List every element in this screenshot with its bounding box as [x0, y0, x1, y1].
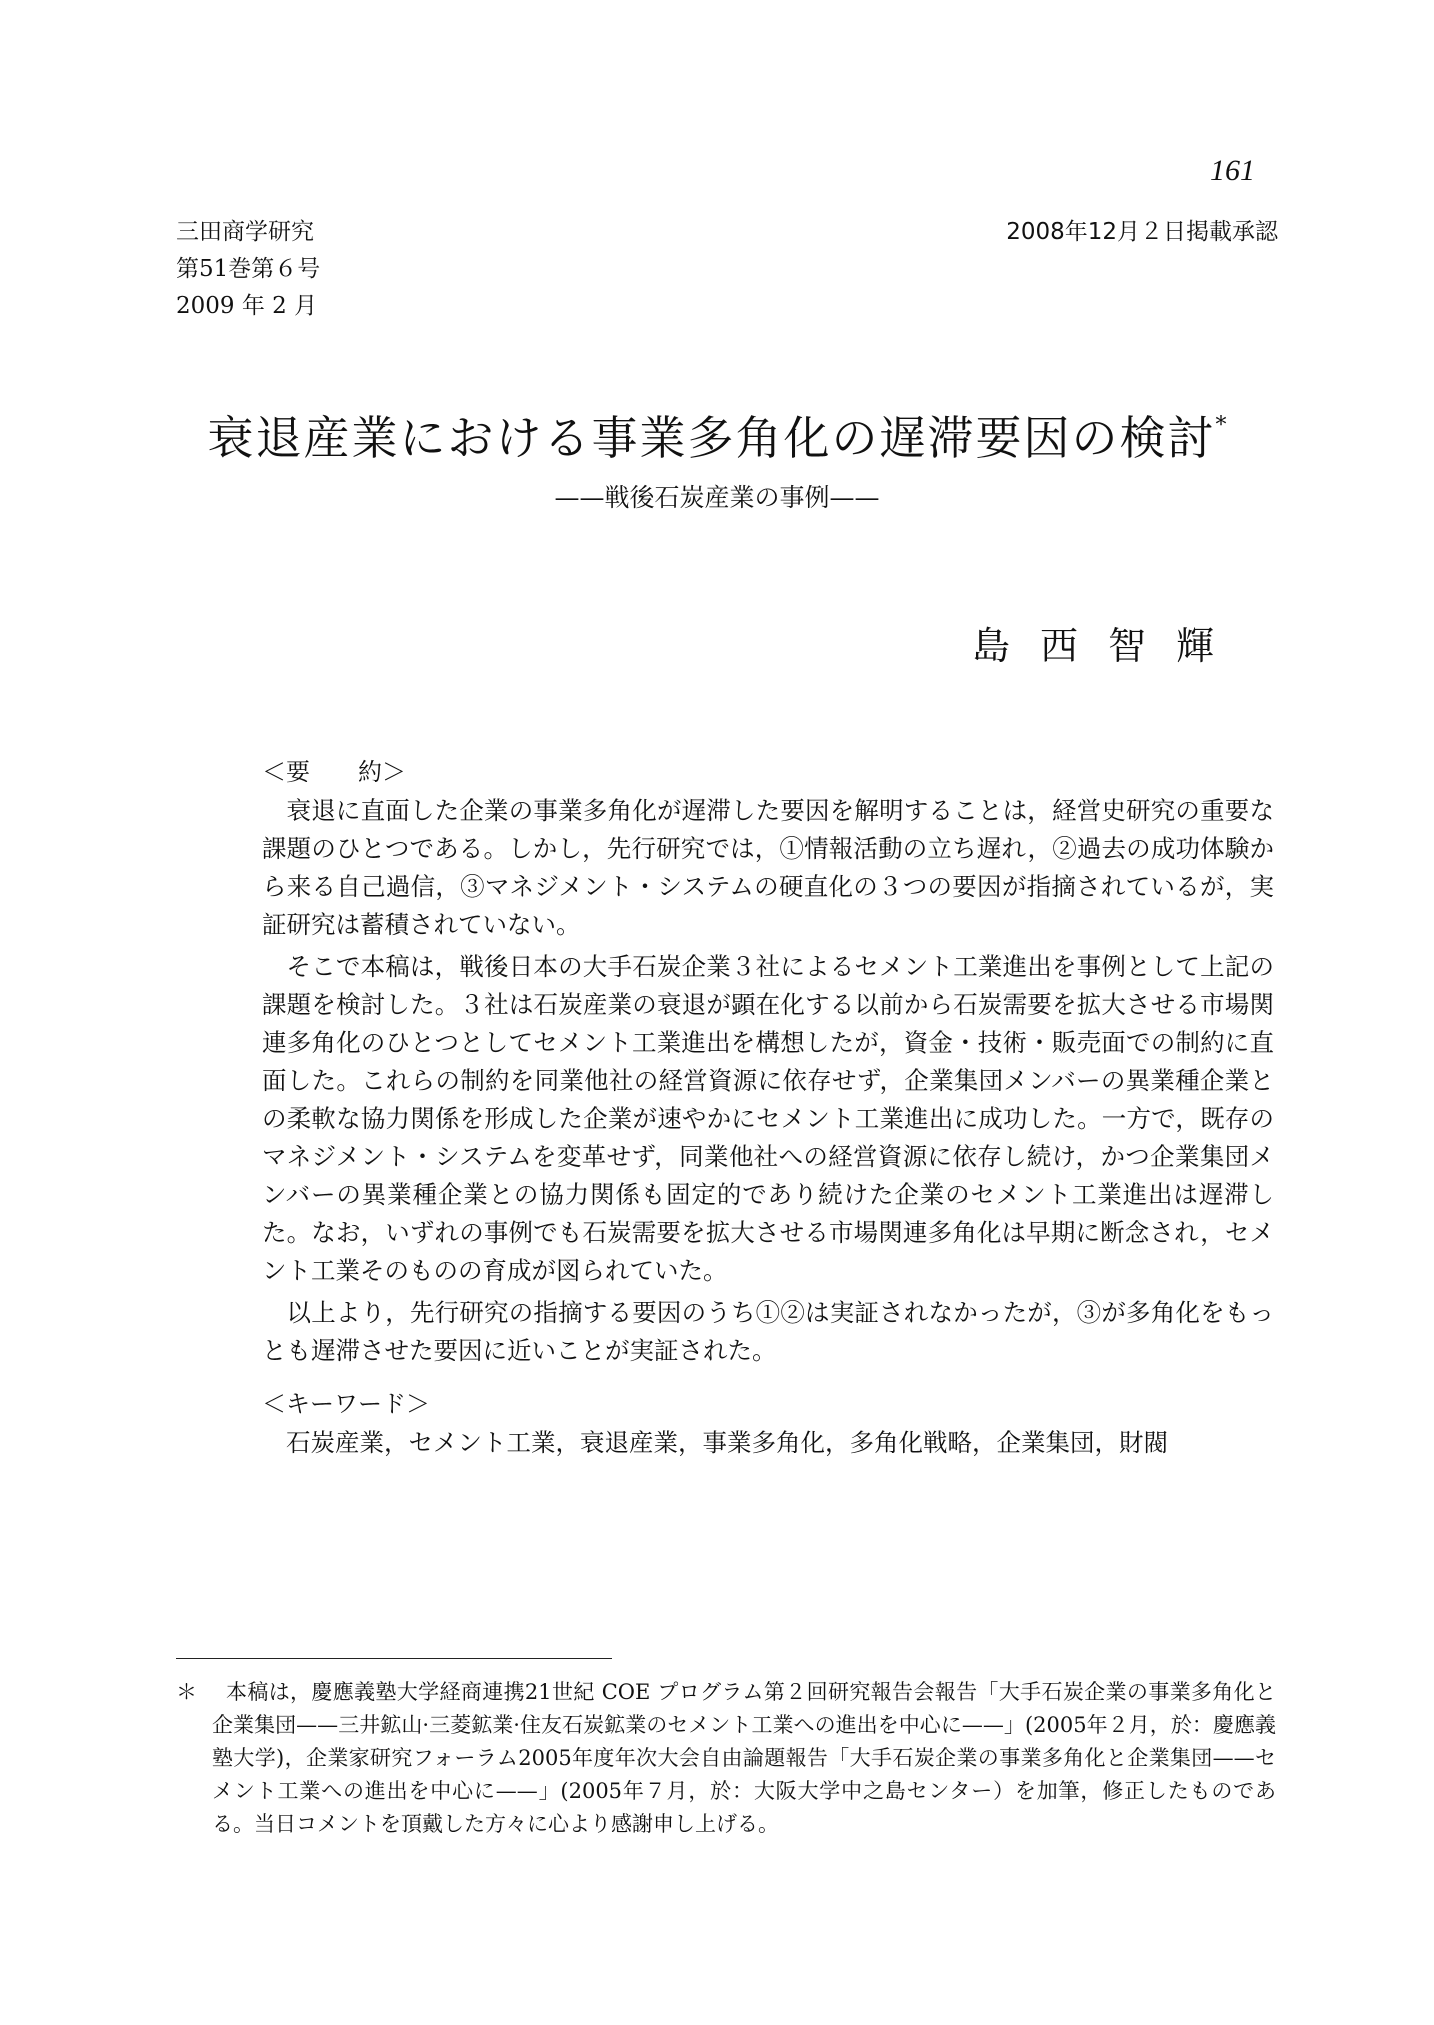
journal-date: 2009 年 2 月 — [176, 293, 318, 319]
abstract-body — [262, 792, 1274, 1374]
abstract-paragraph: そこで本稿は，戦後日本の大手石炭企業３社によるセメント工業進出を事例として上記の課題を検討した。３社は石炭産業の衰退が顕在化する以前から石炭需要を拡大させる市場関連多角化のひとつとしてセメント工業進出を構想したが，資金・技術・販売面での制約に直面した。これらの制約を同業他社の経営資源に依存せず，企業集団メンバーの異業種企業との柔軟な協力関係を形成した企業が速やかにセメント工業進出に成功した。一方で，既存のマネジメント・システムを変革せず，同業他社への経営資源に依存し続け，かつ企業集団メンバーの異業種企業との協力関係も固定的であり続けた企業のセメント工業進出は遅滞した。なお，いずれの事例でも石炭需要を拡大させる市場関連多角化は早期に断念され，セメント工業そのものの育成が図られていた。 — [262, 952, 1274, 1285]
footnote-mark: ＊ — [176, 1680, 197, 1704]
keywords-list: 石炭産業，セメント工業，衰退産業，事業多角化，多角化戦略，企業集団，財閥 — [286, 1428, 1168, 1457]
footnote-text: 本稿は，慶應義塾大学経商連携21世紀 COE プログラム第２回研究報告会報告「大手石炭企業の事業多角化と企業集団——三井鉱山·三菱鉱業·住友石炭鉱業のセメント工業への進出を中心に——」(2005年２月，於：慶應義塾大学)，企業家研究フォーラム2005年度年次大会自由論題報告「大手石炭企業の事業多角化と企業集団——セメント工業への進出を中心に——」(2005年７月，於：大阪大学中之島センター）を加筆，修正したものである。当日コメントを頂戴した方々に心より感謝申し上げる。 — [212, 1680, 1276, 1836]
paper-title-block — [0, 402, 1434, 468]
abstract-heading: ＜要 約＞ — [262, 758, 406, 786]
footnote-divider — [176, 1658, 612, 1659]
journal-info — [176, 214, 320, 325]
abstract-paragraph: 衰退に直面した企業の事業多角化が遅滞した要因を解明することは，経営史研究の重要な課題のひとつである。しかし，先行研究では，①情報活動の立ち遅れ，②過去の成功体験から来る自己過信，③マネジメント・システムの硬直化の３つの要因が指摘されているが，実証研究は蓄積されていない。 — [262, 796, 1274, 939]
abstract-paragraph: 以上より，先行研究の指摘する要因のうち①②は実証されなかったが，③が多角化をもっとも遅滞させた要因に近いことが実証された。 — [262, 1298, 1274, 1365]
footnote — [176, 1676, 1276, 1841]
paper-title: 衰退産業における事業多角化の遅滞要因の検討 — [207, 411, 1216, 465]
keywords-heading: ＜キーワード＞ — [262, 1390, 430, 1418]
approval-date: 2008年12月２日掲載承認 — [1006, 219, 1278, 245]
page-number: 161 — [1210, 154, 1255, 187]
journal-name: 三田商学研究 — [176, 219, 314, 245]
paper-subtitle: ——戦後石炭産業の事例—— — [554, 483, 880, 512]
author-name: 島西智輝 — [971, 624, 1244, 668]
title-footnote-mark: * — [1215, 413, 1227, 438]
journal-volume: 第51巻第６号 — [176, 256, 321, 282]
